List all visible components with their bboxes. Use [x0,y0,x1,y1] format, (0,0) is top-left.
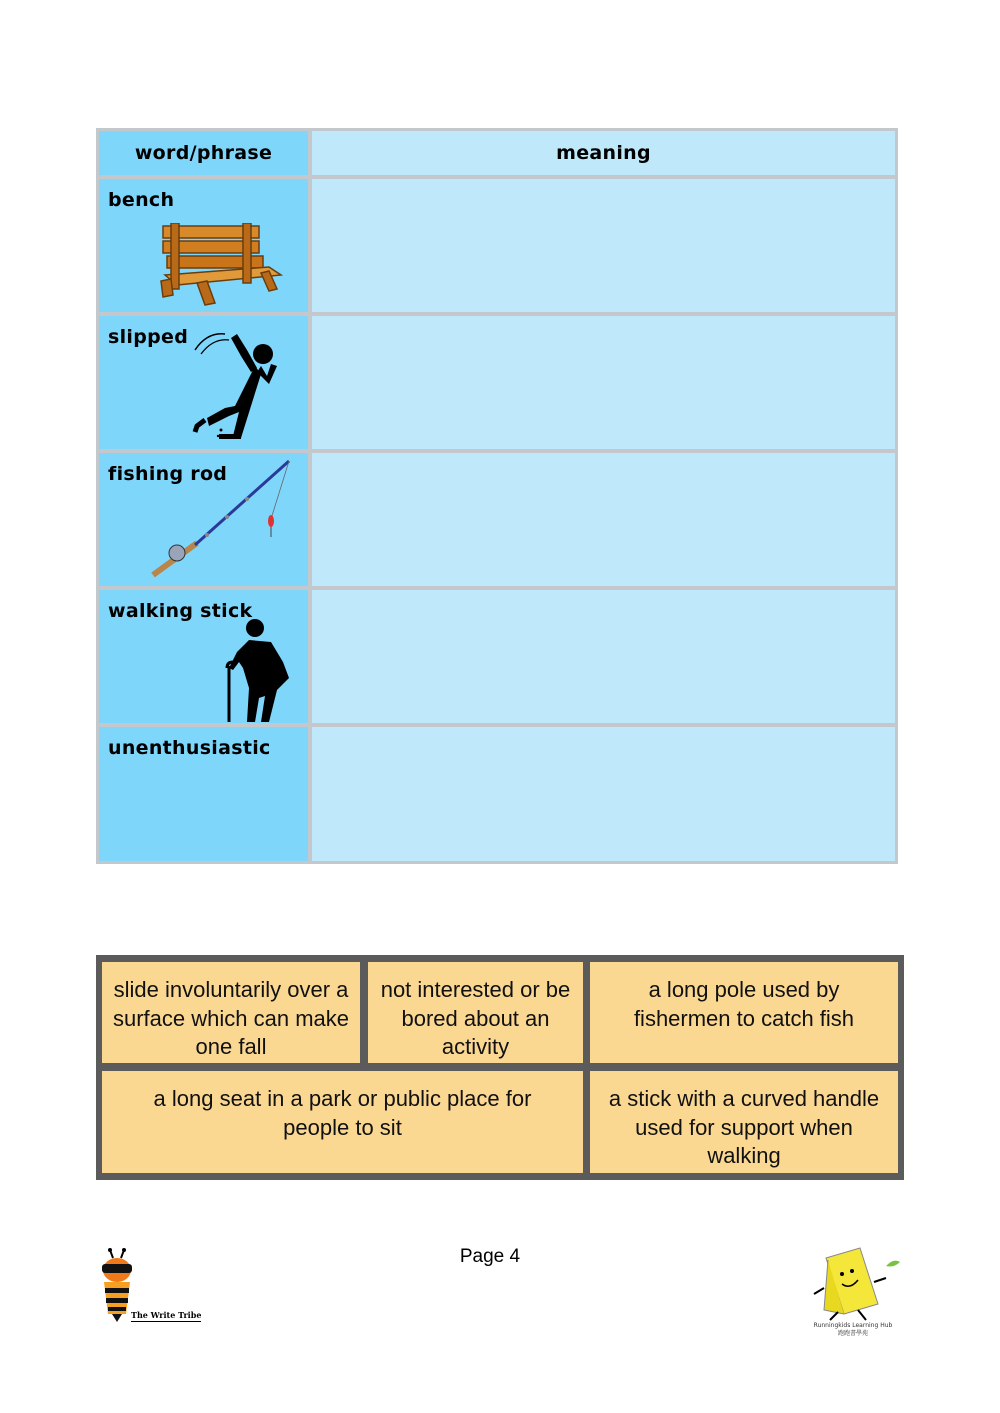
fishing-rod-icon [147,459,295,579]
table-row [99,590,895,723]
header-meaning: meaning [312,131,895,175]
word-label: unenthusiastic [108,737,271,759]
running-book-logo-icon [808,1244,902,1322]
right-logo-text-line1: Runningkids Learning Hub [813,1322,893,1329]
word-cell [99,179,308,312]
vocabulary-table [96,128,898,864]
word-label: slipped [108,326,189,348]
table-row [99,453,895,586]
meaning-cell[interactable] [312,453,895,586]
left-logo-text: The Write Tribe [131,1310,202,1320]
definition-cards [96,955,904,1180]
definition-card[interactable]: a long pole used by fishermen to catch fish [590,962,898,1063]
word-cell [99,453,308,586]
person-with-walking-stick-icon [225,618,291,724]
word-cell [99,316,308,449]
definition-card[interactable]: slide involuntarily over a surface which can make one fall [102,962,360,1063]
table-row [99,316,895,449]
right-logo-text-line2: 跑跑書學苑 [837,1330,868,1337]
table-row [99,727,895,861]
definition-card[interactable]: a long seat in a park or public place for people to sit [102,1071,583,1173]
meaning-cell[interactable] [312,727,895,861]
table-row [99,179,895,312]
page-number: Page 4 [459,1246,521,1267]
slipping-person-icon [185,326,285,444]
right-logo-text [808,1322,898,1338]
definition-card[interactable]: not interested or be bored about an activity [368,962,583,1063]
table-header-row [99,131,895,175]
word-cell [99,590,308,723]
word-cell [99,727,308,861]
meaning-cell[interactable] [312,316,895,449]
definition-card[interactable]: a stick with a curved handle used for support when walking [590,1071,898,1173]
word-label: bench [108,189,175,211]
word-label: fishing rod [108,463,228,485]
word-label: walking stick [108,600,253,622]
bench-icon [157,223,283,307]
meaning-cell[interactable] [312,179,895,312]
header-word-phrase: word/phrase [99,131,308,175]
meaning-cell[interactable] [312,590,895,723]
